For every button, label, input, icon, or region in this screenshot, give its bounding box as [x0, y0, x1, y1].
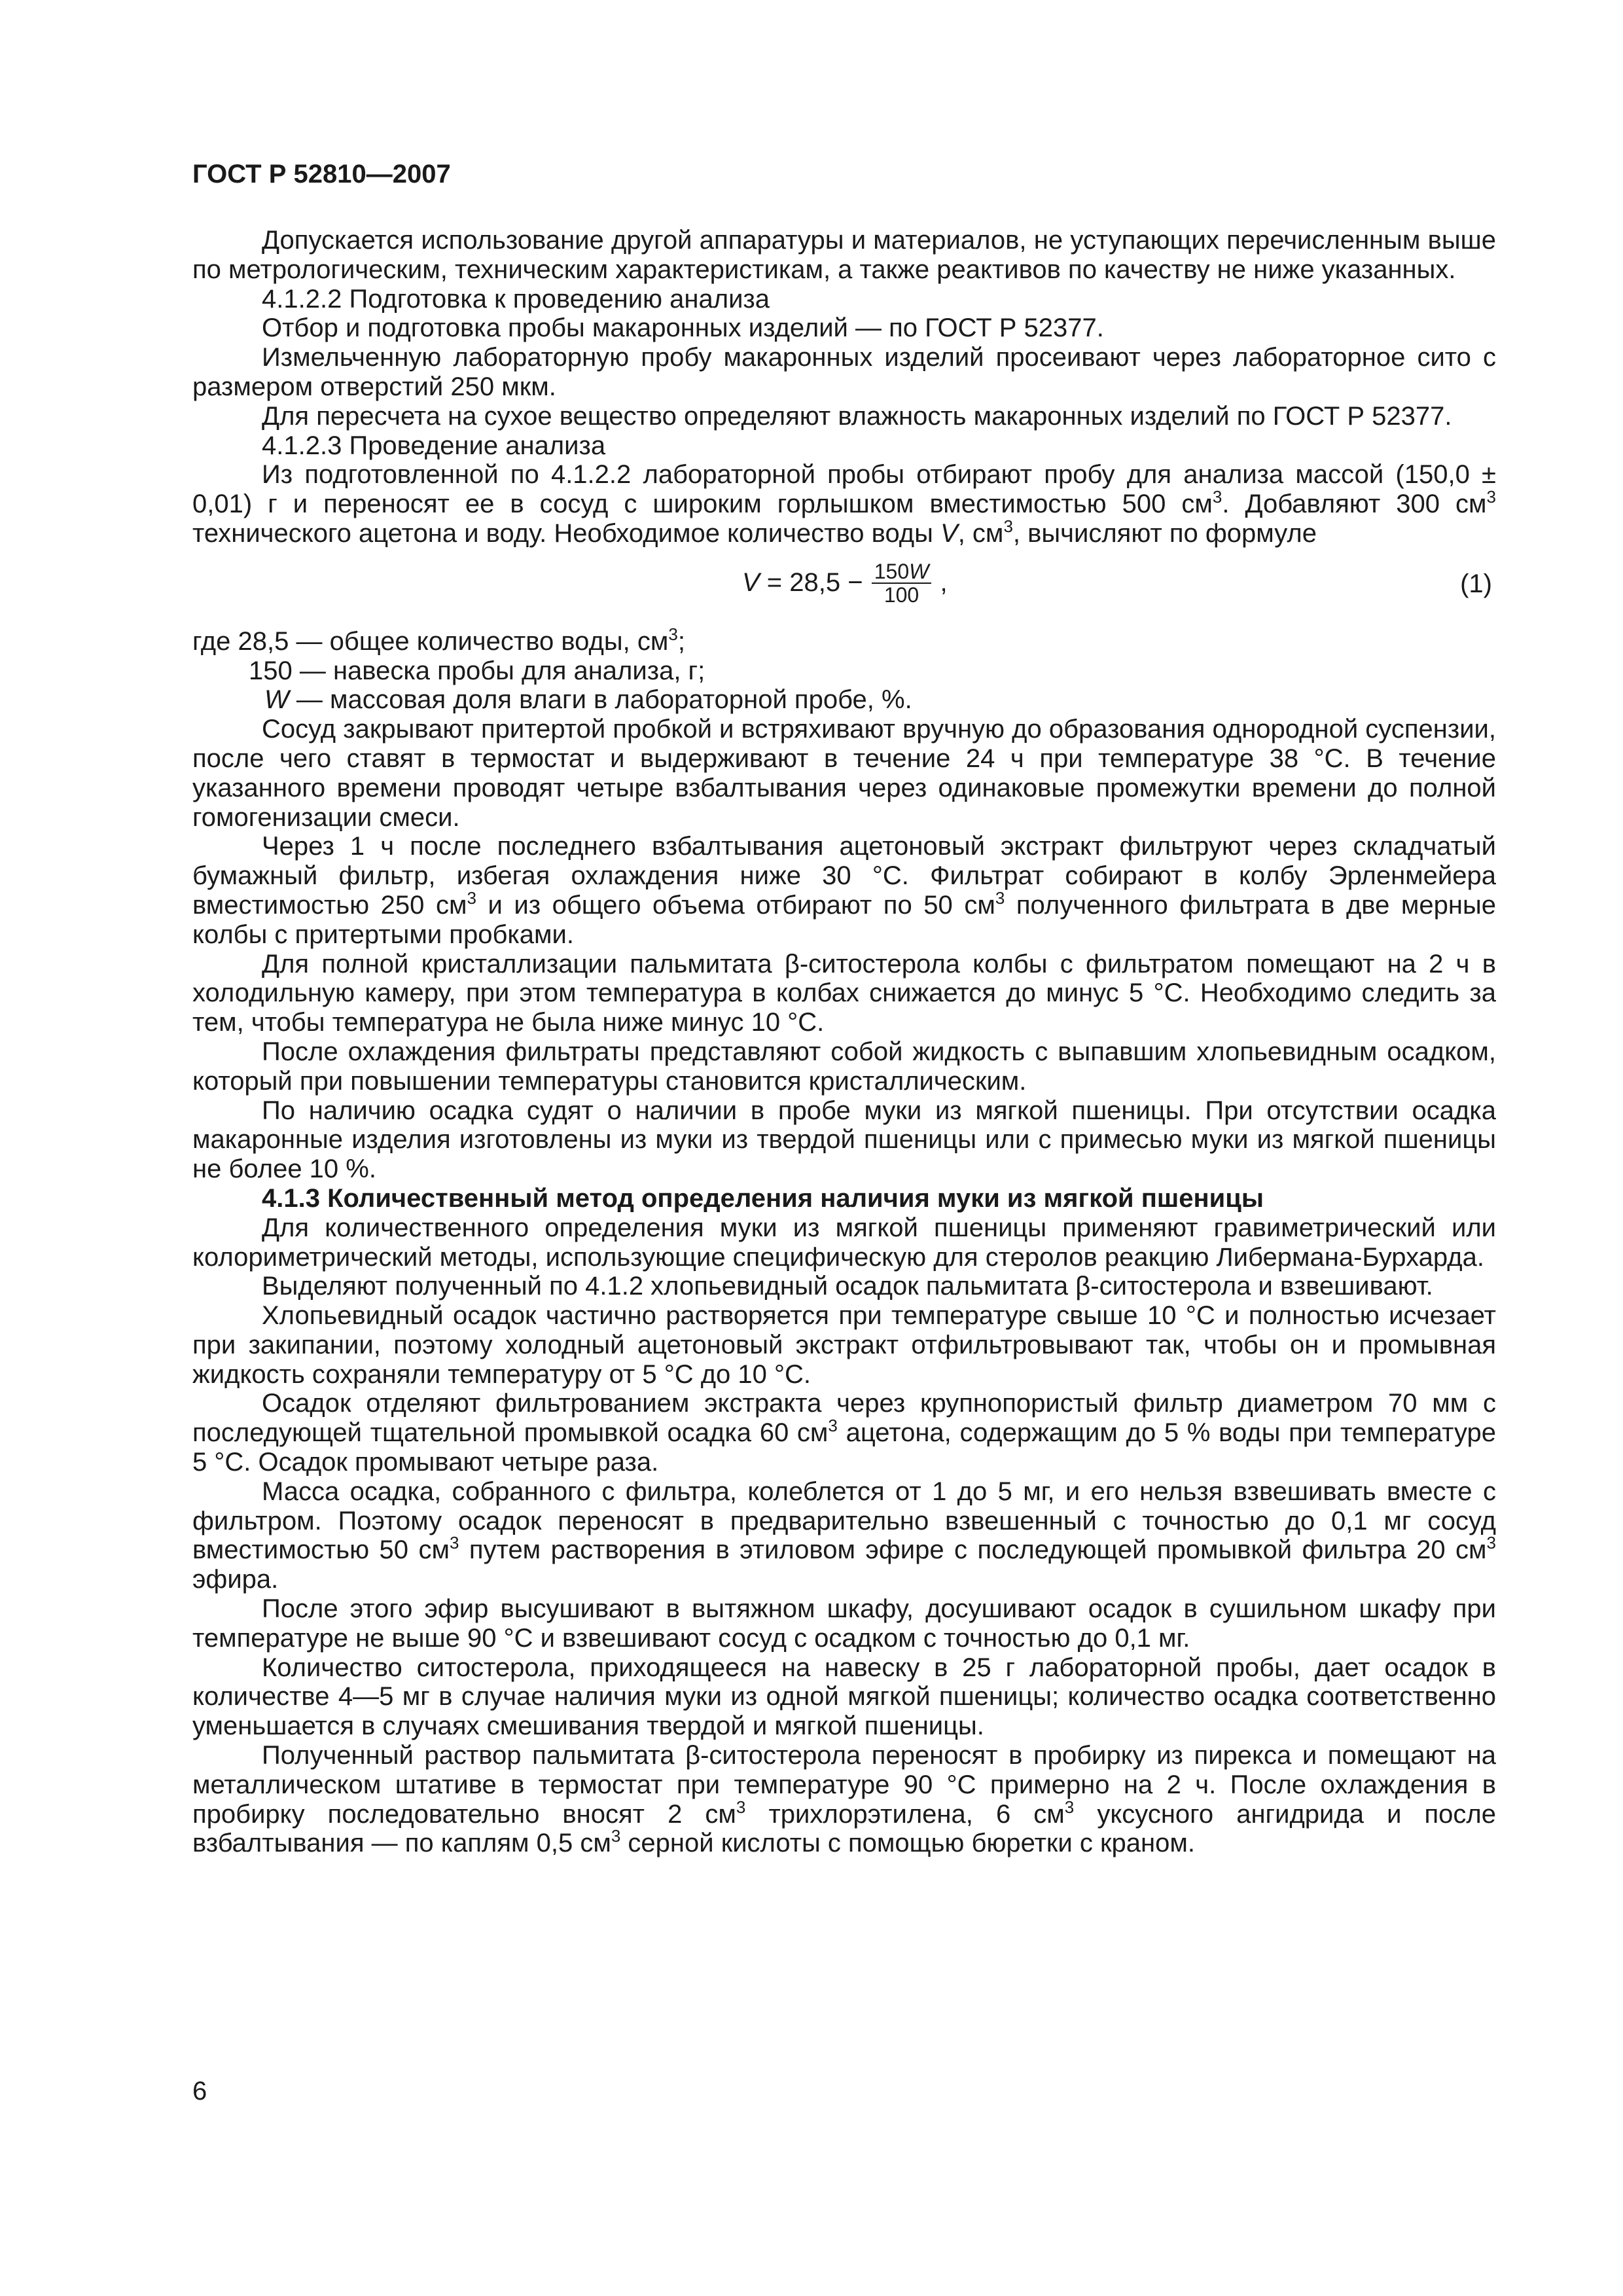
formula-tail: ,: [940, 568, 948, 598]
paragraph: Из подготовленной по 4.1.2.2 лабораторной пробы отбирают пробу для анализа массой (150,0 ± 0,01) г и переносят ее в сосуд с широким горлышком вместимостью 500 $см^3$. Добавляют 300 $см^3$ технического ацетона и воду. Необходимое количество воды V, $см^3$, вычисляют по формуле: [192, 460, 1496, 548]
paragraph: Хлопьевидный осадок частично растворяется при температуре свыше 10 °С и полностью исчезает при закипании, поэтому холодный ацетоновый экстракт отфильтровывают так, чтобы он и промывная жидкость сохраняли температуру от 5 °С до 10 °С.: [192, 1301, 1496, 1389]
paragraph: Выделяют полученный по 4.1.2 хлопьевидный осадок пальмитата β-ситостерола и взвешивают.: [262, 1272, 1433, 1301]
paragraph: Для пересчета на сухое вещество определяют влажность макаронных изделий по ГОСТ Р 52377.: [262, 401, 1452, 431]
paragraph: Масса осадка, собранного с фильтра, колеблется от 1 до 5 мг, и его нельзя взвешивать вместе с фильтром. Поэтому осадок переносят в предварительно взвешенный с точностью до 0,1 мг сосуд вместимостью 50 $см^3$ путем растворения в этиловом эфире с последующей промывкой фильтра 20 $см^3$ эфира.: [192, 1477, 1496, 1594]
formula-legend: [192, 624, 1496, 715]
paragraph: Для полной кристаллизации пальмитата β-ситостерола колбы с фильтратом помещают на 2 ч в холодильную камеру, при этом температура в колбах снижается до минус 5 °С. Необходимо следить за тем, чтобы температура не была ниже минус 10 °С.: [192, 949, 1496, 1037]
subsection-heading: 4.1.2.2 Подготовка к проведению анализа: [262, 284, 770, 314]
document-header: ГОСТ Р 52810—2007: [192, 160, 451, 188]
paragraph: Через 1 ч после последнего взбалтывания ацетоновый экстракт фильтруют через складчатый бумажный фильтр, избегая охлаждения ниже 30 °С. Фильтрат собирают в колбу Эрленмейера вместимостью 250 $см^3$ и из общего объема отбирают по 50 $см^3$ полученного фильтрата в две мерные колбы с притертыми пробками.: [192, 832, 1496, 949]
paragraph: После этого эфир высушивают в вытяжном шкафу, досушивают осадок в сушильном шкафу при температуре не выше 90 °С и взвешивают сосуд с осадком с точностью до 0,1 мг.: [192, 1594, 1496, 1653]
legend-row: W — массовая доля влаги в лабораторной пробе, %.: [264, 685, 912, 715]
paragraph: Допускается использование другой аппаратуры и материалов, не уступающих перечисленным выше по метрологическим, техническим характеристикам, а также реактивов по качеству не ниже указанных.: [192, 226, 1496, 284]
legend-row: 150 — навеска пробы для анализа, г;: [249, 656, 705, 685]
section-heading: 4.1.3 Количественный метод определения наличия муки из мягкой пшеницы: [262, 1183, 1264, 1213]
paragraph: Количество ситостерола, приходящееся на навеску в 25 г лабораторной пробы, дает осадок в количестве 4—5 мг в случае наличия муки из одной мягкой пшеницы; количество осадка соответственно уменьшается в случаях смешивания твердой и мягкой пшеницы.: [192, 1653, 1496, 1741]
page-number: 6: [192, 2077, 207, 2106]
formula-expression: [742, 560, 948, 619]
paragraph: Для количественного определения муки из мягкой пшеницы применяют гравиметрический или колориметрический методы, использующие специфическую для стеролов реакцию Либермана-Бурхарда.: [192, 1213, 1496, 1272]
paragraph: Измельченную лабораторную пробу макаронных изделий просеивают через лабораторное сито с размером отверстий 250 мкм.: [192, 343, 1496, 401]
legend-row: где 28,5 — общее количество воды, $см^3$;: [192, 624, 685, 656]
formula-denominator: 100: [883, 583, 919, 607]
subsection-heading: 4.1.2.3 Проведение анализа: [262, 431, 606, 460]
formula-fraction: [872, 560, 932, 606]
paragraph: Сосуд закрывают притертой пробкой и встряхивают вручную до образования однородной суспензии, после чего ставят в термостат и выдерживают в течение 24 ч при температуре 38 °С. В течение указанного времени проводят четыре взбалтывания через одинаковые промежутки времени до полной гомогенизации смеси.: [192, 715, 1496, 832]
formula-block: [192, 550, 1496, 623]
formula-lhs: V = 28,5 −: [742, 568, 863, 598]
paragraph: Осадок отделяют фильтрованием экстракта через крупнопористый фильтр диаметром 70 мм с последующей тщательной промывкой осадка 60 $см^3$ ацетона, содержащим до 5 % воды при температуре 5 °С. Осадок промывают четыре раза.: [192, 1389, 1496, 1477]
document-body: [192, 226, 1496, 1858]
paragraph: По наличию осадка судят о наличии в пробе муки из мягкой пшеницы. При отсутствии осадка макаронные изделия изготовлены из муки из твердой пшеницы или с примесью муки из мягкой пшеницы не более 10 %.: [192, 1096, 1496, 1184]
paragraph: Отбор и подготовка пробы макаронных изделий — по ГОСТ Р 52377.: [262, 314, 1104, 343]
formula-number: (1): [1460, 569, 1492, 598]
formula-numerator: 150W: [874, 559, 929, 583]
paragraph: После охлаждения фильтраты представляют собой жидкость с выпавшим хлопьевидным осадком, который при повышении температуры становится кристаллическим.: [192, 1037, 1496, 1096]
paragraph: Полученный раствор пальмитата β-ситостерола переносят в пробирку из пирекса и помещают на металлическом штативе в термостат при температуре 90 °С примерно на 2 ч. После охлаждения в пробирку последовательно вносят 2 $см^3$ трихлорэтилена, 6 $см^3$ уксусного ангидрида и после взбалтывания — по каплям 0,5 $см^3$ серной кислоты с помощью бюретки с краном.: [192, 1741, 1496, 1858]
